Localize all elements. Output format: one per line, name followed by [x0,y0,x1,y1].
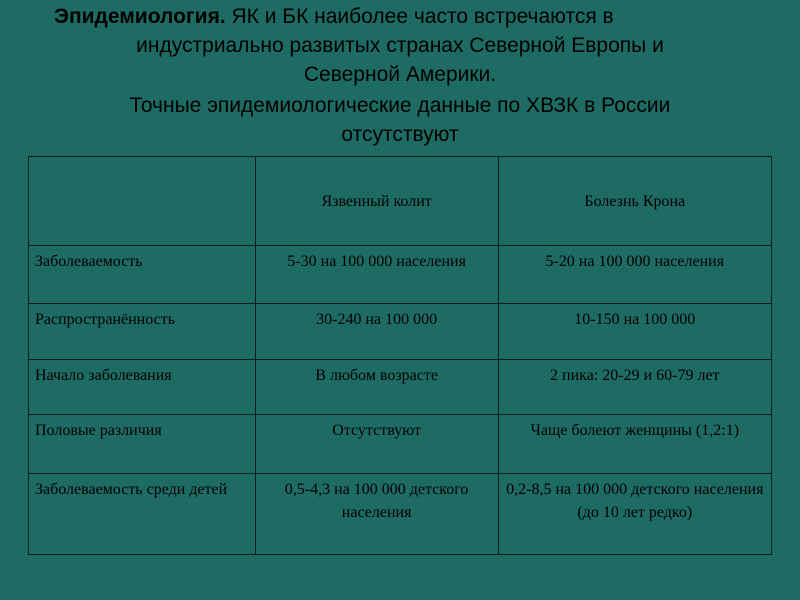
row-label: Начало заболевания [29,360,256,415]
row-label: Заболеваемость [29,246,256,304]
heading-line-3: Северной Америки. [303,63,497,86]
heading-line-2: индустриально развитых странах Северной Европы и [136,34,664,57]
heading-line-4: Точные эпидемиологические данные по ХВЗК в России [129,94,671,117]
table-row [29,474,772,555]
uc-value: 5-30 на 100 000 населения [255,246,498,304]
heading-term: Эпидемиология. [54,5,226,28]
uc-value: В любом возрасте [255,360,498,415]
table-row [29,415,772,474]
table-header-row [29,157,772,246]
heading-line-5: отсутствуют [341,123,459,146]
header-cell-cd: Болезнь Крона [498,157,771,246]
cd-value: 10-150 на 100 000 [498,304,771,360]
table-row [29,360,772,415]
cd-value: 5-20 на 100 000 населения [498,246,771,304]
uc-value: Отсутствуют [255,415,498,474]
cd-value: 2 пика: 20-29 и 60-79 лет [498,360,771,415]
row-label: Распространённость [29,304,256,360]
row-label: Заболеваемость среди детей [29,474,256,555]
heading-line-1 [20,2,780,31]
uc-value: 0,5-4,3 на 100 000 детского населения [255,474,498,555]
epidemiology-table [28,156,772,555]
slide-heading [20,2,780,149]
cd-value: Чаще болеют женщины (1,2:1) [498,415,771,474]
table-row [29,304,772,360]
uc-value: 30-240 на 100 000 [255,304,498,360]
row-label: Половые различия [29,415,256,474]
cd-value: 0,2-8,5 на 100 000 детского населения (до 10 лет редко) [498,474,771,555]
header-cell-uc: Язвенный колит [255,157,498,246]
header-cell-empty [29,157,256,246]
table-row [29,246,772,304]
heading-line-1-text: ЯК и БК наиболее часто встречаются в [225,5,614,28]
